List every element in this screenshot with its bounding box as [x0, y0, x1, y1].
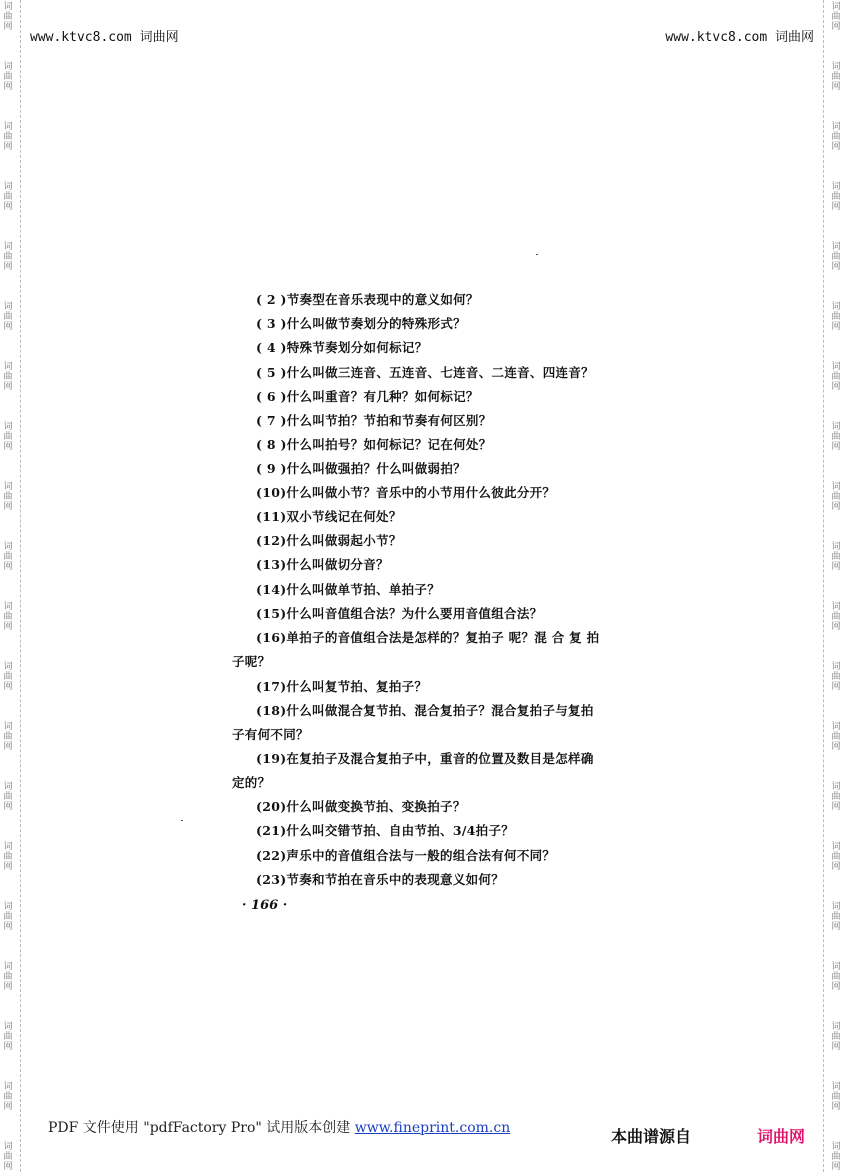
question-2: ( 2 )节奏型在音乐表现中的意义如何？	[256, 292, 479, 307]
watermark-glyph-group	[830, 902, 842, 932]
question-3: ( 3 )什么叫做节奏划分的特殊形式？	[256, 316, 466, 331]
watermark-glyph: 曲	[831, 1152, 841, 1162]
question-18: (18)什么叫做混合复节拍、混合复拍子？混合复拍子与复拍	[256, 703, 594, 718]
watermark-glyph: 曲	[831, 492, 841, 502]
watermark-glyph: 网	[831, 1102, 841, 1112]
question-13: (13)什么叫做切分音？	[256, 557, 389, 572]
watermark-glyph-group	[830, 782, 842, 812]
watermark-glyph: 网	[3, 622, 13, 632]
watermark-glyph: 词	[3, 842, 13, 852]
watermark-glyph: 曲	[3, 792, 13, 802]
watermark-glyph: 网	[3, 322, 13, 332]
watermark-glyph: 网	[831, 1042, 841, 1052]
watermark-glyph: 曲	[3, 1032, 13, 1042]
watermark-glyph: 词	[3, 1082, 13, 1092]
pdf-footer	[48, 1117, 510, 1137]
watermark-glyph: 网	[831, 202, 841, 212]
watermark-glyph-group	[2, 182, 14, 212]
watermark-glyph: 网	[3, 922, 13, 932]
watermark-glyph-group	[830, 182, 842, 212]
scan-speck	[536, 254, 538, 255]
watermark-glyph: 词	[3, 362, 13, 372]
watermark-glyph: 词	[3, 1022, 13, 1032]
question-19-continued: 定的？	[232, 775, 271, 790]
watermark-glyph: 曲	[3, 312, 13, 322]
watermark-glyph: 曲	[831, 192, 841, 202]
pdf-footer-text: PDF 文件使用 "pdfFactory Pro" 试用版本创建	[48, 1120, 355, 1136]
watermark-glyph: 网	[831, 1162, 841, 1172]
watermark-glyph: 网	[3, 862, 13, 872]
watermark-glyph: 词	[831, 482, 841, 492]
watermark-glyph: 网	[831, 142, 841, 152]
watermark-glyph: 曲	[831, 372, 841, 382]
watermark-glyph: 曲	[831, 852, 841, 862]
watermark-glyph: 词	[831, 662, 841, 672]
watermark-glyph: 网	[831, 862, 841, 872]
watermark-glyph-group	[2, 1022, 14, 1052]
watermark-glyph-group	[2, 122, 14, 152]
watermark-glyph-group	[2, 602, 14, 632]
watermark-glyph: 词	[831, 842, 841, 852]
watermark-glyph: 网	[831, 442, 841, 452]
watermark-glyph-group	[2, 722, 14, 752]
question-8: ( 8 )什么叫拍号？如何标记？记在何处？	[256, 437, 492, 452]
watermark-glyph-group	[2, 302, 14, 332]
watermark-glyph-group	[2, 422, 14, 452]
watermark-glyph: 词	[3, 902, 13, 912]
brand-logo[interactable]: 词曲网	[757, 1127, 806, 1146]
watermark-glyph: 词	[3, 962, 13, 972]
watermark-glyph: 词	[831, 122, 841, 132]
watermark-glyph-group	[830, 422, 842, 452]
watermark-glyph: 网	[3, 262, 13, 272]
watermark-glyph-group	[830, 542, 842, 572]
watermark-glyph: 词	[3, 182, 13, 192]
watermark-glyph: 词	[831, 602, 841, 612]
question-5: ( 5 )什么叫做三连音、五连音、七连音、二连音、四连音？	[256, 365, 594, 380]
right-margin-line	[823, 0, 824, 1172]
watermark-glyph: 网	[831, 682, 841, 692]
watermark-glyph: 词	[831, 962, 841, 972]
question-22: (22)声乐中的音值组合法与一般的组合法有何不同？	[256, 848, 556, 863]
watermark-glyph-group	[2, 1082, 14, 1112]
left-watermark-strip	[2, 0, 14, 1172]
watermark-glyph: 网	[3, 1042, 13, 1052]
watermark-glyph: 曲	[3, 132, 13, 142]
watermark-glyph-group	[2, 242, 14, 272]
watermark-glyph: 词	[831, 1082, 841, 1092]
watermark-glyph: 曲	[3, 912, 13, 922]
watermark-glyph: 词	[3, 122, 13, 132]
watermark-glyph: 词	[3, 782, 13, 792]
watermark-glyph-group	[2, 482, 14, 512]
watermark-glyph: 网	[831, 82, 841, 92]
watermark-glyph-group	[830, 302, 842, 332]
watermark-glyph: 网	[3, 502, 13, 512]
question-6: ( 6 )什么叫重音？有几种？如何标记？	[256, 389, 479, 404]
watermark-glyph: 词	[3, 242, 13, 252]
watermark-glyph: 词	[831, 182, 841, 192]
watermark-glyph: 网	[831, 562, 841, 572]
watermark-glyph: 网	[3, 442, 13, 452]
watermark-glyph: 网	[3, 202, 13, 212]
watermark-glyph-group	[2, 1142, 14, 1172]
fineprint-link[interactable]: www.fineprint.com.cn	[354, 1120, 511, 1136]
watermark-glyph: 词	[831, 722, 841, 732]
question-7: ( 7 )什么叫节拍？节拍和节奏有何区别？	[256, 413, 492, 428]
watermark-glyph: 网	[3, 1102, 13, 1112]
watermark-glyph-group	[830, 1082, 842, 1112]
watermark-glyph: 词	[831, 62, 841, 72]
watermark-glyph-group	[2, 842, 14, 872]
watermark-glyph-group	[830, 242, 842, 272]
watermark-glyph: 曲	[831, 252, 841, 262]
watermark-glyph-group	[830, 1022, 842, 1052]
watermark-glyph: 曲	[3, 12, 13, 22]
watermark-glyph: 词	[3, 482, 13, 492]
watermark-glyph-group	[2, 962, 14, 992]
watermark-glyph-group	[2, 782, 14, 812]
watermark-glyph: 曲	[831, 552, 841, 562]
watermark-glyph: 词	[831, 362, 841, 372]
watermark-glyph-group	[830, 962, 842, 992]
watermark-glyph: 网	[3, 682, 13, 692]
watermark-glyph: 网	[3, 742, 13, 752]
watermark-glyph-group	[830, 62, 842, 92]
watermark-glyph: 网	[3, 142, 13, 152]
page-number: · 166 ·	[242, 898, 288, 913]
question-18-continued: 子有何不同？	[232, 727, 309, 742]
watermark-glyph: 网	[3, 982, 13, 992]
left-margin-line	[20, 0, 21, 1172]
watermark-glyph: 词	[831, 2, 841, 12]
watermark-glyph-group	[830, 1142, 842, 1172]
watermark-glyph: 曲	[3, 1092, 13, 1102]
watermark-glyph: 网	[3, 22, 13, 32]
watermark-glyph: 曲	[831, 612, 841, 622]
watermark-glyph: 网	[831, 502, 841, 512]
watermark-glyph: 词	[831, 1142, 841, 1152]
watermark-glyph: 曲	[3, 972, 13, 982]
watermark-glyph: 词	[831, 422, 841, 432]
question-17: (17)什么叫复节拍、复拍子？	[256, 679, 428, 694]
scan-speck	[181, 820, 183, 821]
question-9: ( 9 )什么叫做强拍？什么叫做弱拍？	[256, 461, 466, 476]
watermark-glyph: 曲	[3, 852, 13, 862]
watermark-glyph: 词	[3, 2, 13, 12]
question-16: (16)单拍子的音值组合法是怎样的？复拍子 呢？混 合 复 拍	[256, 630, 600, 645]
watermark-glyph: 曲	[3, 1152, 13, 1162]
question-10: (10)什么叫做小节？音乐中的小节用什么彼此分开？	[256, 485, 556, 500]
watermark-glyph: 网	[3, 1162, 13, 1172]
watermark-glyph-group	[2, 662, 14, 692]
watermark-glyph-group	[830, 122, 842, 152]
watermark-glyph: 词	[831, 782, 841, 792]
question-19: (19)在复拍子及混合复拍子中，重音的位置及数目是怎样确	[256, 751, 594, 766]
question-14: (14)什么叫做单节拍、单拍子？	[256, 582, 441, 597]
watermark-glyph: 网	[831, 922, 841, 932]
watermark-glyph-group	[830, 662, 842, 692]
watermark-glyph-group	[830, 362, 842, 392]
watermark-glyph: 曲	[3, 372, 13, 382]
watermark-glyph-group	[830, 602, 842, 632]
watermark-glyph: 曲	[831, 1092, 841, 1102]
watermark-glyph: 网	[3, 82, 13, 92]
watermark-glyph-group	[2, 902, 14, 932]
question-4: ( 4 )特殊节奏划分如何标记？	[256, 340, 428, 355]
watermark-glyph: 曲	[3, 192, 13, 202]
watermark-glyph: 曲	[3, 252, 13, 262]
watermark-glyph: 网	[3, 802, 13, 812]
watermark-glyph: 曲	[3, 72, 13, 82]
watermark-glyph: 曲	[831, 792, 841, 802]
watermark-glyph: 网	[831, 382, 841, 392]
watermark-glyph-group	[2, 362, 14, 392]
watermark-glyph: 曲	[3, 492, 13, 502]
watermark-glyph: 词	[3, 302, 13, 312]
watermark-glyph: 曲	[831, 912, 841, 922]
watermark-glyph: 曲	[3, 432, 13, 442]
header-site-left[interactable]: www.ktvc8.com 词曲网	[30, 30, 179, 45]
watermark-glyph: 曲	[831, 72, 841, 82]
right-watermark-strip	[830, 0, 842, 1172]
watermark-glyph: 词	[3, 542, 13, 552]
header-site-right[interactable]: www.ktvc8.com 词曲网	[665, 30, 814, 45]
watermark-glyph-group	[2, 62, 14, 92]
watermark-glyph: 词	[3, 1142, 13, 1152]
question-21: (21)什么叫交错节拍、自由节拍、3/4拍子？	[256, 823, 515, 838]
watermark-glyph: 网	[831, 622, 841, 632]
watermark-glyph: 词	[831, 1022, 841, 1032]
watermark-glyph: 网	[831, 982, 841, 992]
watermark-glyph: 词	[831, 242, 841, 252]
watermark-glyph-group	[830, 722, 842, 752]
watermark-glyph: 词	[3, 602, 13, 612]
source-label: 本曲谱源自	[611, 1127, 692, 1146]
watermark-glyph: 曲	[831, 672, 841, 682]
watermark-glyph-group	[830, 2, 842, 32]
watermark-glyph: 网	[831, 802, 841, 812]
watermark-glyph: 词	[831, 302, 841, 312]
question-20: (20)什么叫做变换节拍、变换拍子？	[256, 799, 466, 814]
watermark-glyph: 曲	[3, 612, 13, 622]
watermark-glyph: 曲	[831, 972, 841, 982]
watermark-glyph: 曲	[831, 732, 841, 742]
question-23: (23)节奏和节拍在音乐中的表现意义如何？	[256, 872, 505, 887]
watermark-glyph: 词	[3, 422, 13, 432]
question-15: (15)什么叫音值组合法？为什么要用音值组合法？	[256, 606, 543, 621]
question-11: (11)双小节线记在何处？	[256, 509, 402, 524]
question-12: (12)什么叫做弱起小节？	[256, 533, 402, 548]
watermark-glyph: 网	[3, 562, 13, 572]
watermark-glyph: 网	[831, 262, 841, 272]
watermark-glyph: 网	[831, 322, 841, 332]
watermark-glyph-group	[830, 842, 842, 872]
watermark-glyph: 曲	[831, 12, 841, 22]
watermark-glyph: 曲	[831, 432, 841, 442]
watermark-glyph-group	[2, 542, 14, 572]
watermark-glyph: 曲	[831, 132, 841, 142]
watermark-glyph-group	[830, 482, 842, 512]
watermark-glyph: 词	[3, 662, 13, 672]
watermark-glyph: 词	[3, 722, 13, 732]
watermark-glyph-group	[2, 2, 14, 32]
watermark-glyph: 曲	[3, 732, 13, 742]
watermark-glyph: 曲	[831, 312, 841, 322]
watermark-glyph: 曲	[3, 552, 13, 562]
watermark-glyph: 词	[3, 62, 13, 72]
watermark-glyph: 词	[831, 902, 841, 912]
watermark-glyph: 词	[831, 542, 841, 552]
question-16-continued: 子呢？	[232, 654, 271, 669]
watermark-glyph: 网	[831, 742, 841, 752]
watermark-glyph: 网	[3, 382, 13, 392]
watermark-glyph: 曲	[831, 1032, 841, 1042]
watermark-glyph: 曲	[3, 672, 13, 682]
watermark-glyph: 网	[831, 22, 841, 32]
